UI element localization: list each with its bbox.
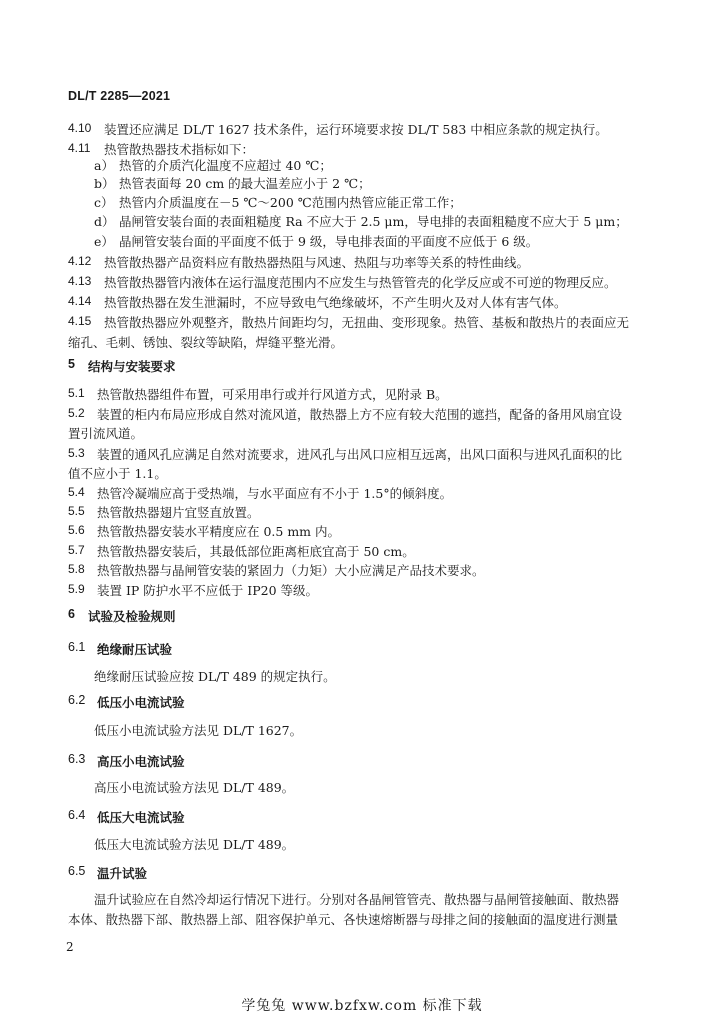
clause-text-continued: 值不应小于 1.1。 xyxy=(68,466,167,481)
list-text: 晶闸管安装台面的平面度不低于 9 级，导电排表面的平面度不应低于 6 级。 xyxy=(119,234,539,249)
clause-text: 装置还应满足 DL/T 1627 技术条件，运行环境要求按 DL/T 583 中相应条款的规定执行。 xyxy=(104,122,608,137)
list-text: 热管的介质汽化温度不应超过 40 ℃； xyxy=(119,158,332,173)
subsection-title: 高压小电流试验 xyxy=(97,755,185,769)
clause-text: 热管散热器翅片宜竖直放置。 xyxy=(97,505,260,520)
clause-text: 热管散热器安装后，其最低部位距离柜底宜高于 50 cm。 xyxy=(97,544,415,559)
subsection-body: 低压小电流试验方法见 DL/T 1627。 xyxy=(94,723,303,738)
list-text: 热管内介质温度在－5 ℃～200 ℃范围内热管应能正常工作； xyxy=(119,195,462,210)
clause-number: 5.9 xyxy=(68,582,85,596)
clause-number: 5.1 xyxy=(68,386,85,400)
section-number: 5 xyxy=(68,357,75,371)
subsection-body: 绝缘耐压试验应按 DL/T 489 的规定执行。 xyxy=(94,669,336,684)
clause-text: 装置的柜内布局应形成自然对流风道，散热器上方不应有较大范围的遮挡，配备的备用风扇宜设 xyxy=(97,407,623,422)
subsection-title: 低压小电流试验 xyxy=(97,696,185,710)
subsection-title: 温升试验 xyxy=(97,867,148,881)
clause-text: 热管散热器技术指标如下： xyxy=(104,142,255,157)
clause-text: 热管散热器组件布置，可采用串行或并行风道方式，见附录 B。 xyxy=(97,387,448,402)
list-marker: e） xyxy=(94,234,114,249)
clause-number: 4.11 xyxy=(68,141,91,155)
subsection-body: 高压小电流试验方法见 DL/T 489。 xyxy=(94,780,295,795)
list-text: 晶闸管安装台面的表面粗糙度 Ra 不应大于 2.5 μm，导电排的表面粗糙度不应大于 5 μm； xyxy=(119,214,628,229)
clause-number: 4.15 xyxy=(68,314,92,328)
subsection-title: 绝缘耐压试验 xyxy=(97,643,173,657)
subsection-title: 低压大电流试验 xyxy=(97,811,185,825)
subsection-body: 低压大电流试验方法见 DL/T 489。 xyxy=(94,837,295,852)
clause-text: 热管散热器与晶闸管安装的紧固力（力矩）大小应满足产品技术要求。 xyxy=(97,563,485,578)
document-code-header: DL/T 2285—2021 xyxy=(68,89,171,103)
subsection-number: 6.4 xyxy=(68,808,86,822)
clause-text: 热管散热器在发生泄漏时，不应导致电气绝缘破坏，不产生明火及对人体有害气体。 xyxy=(104,295,567,310)
subsection-number: 6.5 xyxy=(68,864,86,878)
list-marker: d） xyxy=(94,214,115,229)
clause-number: 4.12 xyxy=(68,254,92,268)
clause-number: 5.6 xyxy=(68,523,85,537)
subsection-number: 6.2 xyxy=(68,693,86,707)
list-text: 热管表面每 20 cm 的最大温差应小于 2 ℃； xyxy=(119,176,371,191)
clause-number: 5.4 xyxy=(68,485,85,499)
list-marker: b） xyxy=(94,176,115,191)
clause-text: 热管散热器管内液体在运行温度范围内不应发生与热管管壳的化学反应或不可逆的物理反应。 xyxy=(104,275,617,290)
clause-text: 热管散热器安装水平精度应在 0.5 mm 内。 xyxy=(97,524,341,539)
clause-text-continued: 缩孔、毛刺、锈蚀、裂纹等缺陷，焊缝平整光滑。 xyxy=(68,335,344,350)
list-marker: c） xyxy=(94,195,114,210)
subsection-body-continued: 本体、散热器下部、散热器上部、阻容保护单元、各快速熔断器与母排之间的接触面的温度进行测量 xyxy=(68,912,619,927)
subsection-body: 温升试验应在自然冷却运行情况下进行。分别对各晶闸管管壳、散热器与晶闸管接触面、散热器 xyxy=(94,892,620,907)
clause-text: 热管散热器应外观整齐，散热片间距均匀，无扭曲、变形现象。热管、基板和散热片的表面应无 xyxy=(104,315,630,330)
clause-number: 5.3 xyxy=(68,446,85,460)
clause-text: 装置的通风孔应满足自然对流要求，进风孔与出风口应相互远离，出风口面积与进风孔面积的比 xyxy=(97,447,623,462)
clause-text: 装置 IP 防护水平不应低于 IP20 等级。 xyxy=(97,583,318,598)
clause-text: 热管冷凝端应高于受热端，与水平面应有不小于 1.5°的倾斜度。 xyxy=(97,486,453,501)
clause-number: 4.10 xyxy=(68,121,92,135)
list-marker: a） xyxy=(94,158,114,173)
page-number: 2 xyxy=(66,940,74,954)
clause-number: 4.13 xyxy=(68,274,92,288)
clause-number: 5.5 xyxy=(68,504,85,518)
clause-number: 4.14 xyxy=(68,294,92,308)
subsection-number: 6.1 xyxy=(68,640,86,654)
section-title: 结构与安装要求 xyxy=(88,360,176,374)
clause-number: 5.2 xyxy=(68,406,85,420)
clause-text-continued: 置引流风道。 xyxy=(68,426,144,441)
subsection-number: 6.3 xyxy=(68,752,86,766)
clause-number: 5.7 xyxy=(68,543,85,557)
clause-text: 热管散热器产品资料应有散热器热阻与风速、热阻与功率等关系的特性曲线。 xyxy=(104,255,530,270)
section-number: 6 xyxy=(68,607,75,621)
section-title: 试验及检验规则 xyxy=(88,610,176,624)
clause-number: 5.8 xyxy=(68,562,85,576)
watermark-footer: 学兔兔 www.bzfxw.com 标准下载 xyxy=(241,998,483,1014)
